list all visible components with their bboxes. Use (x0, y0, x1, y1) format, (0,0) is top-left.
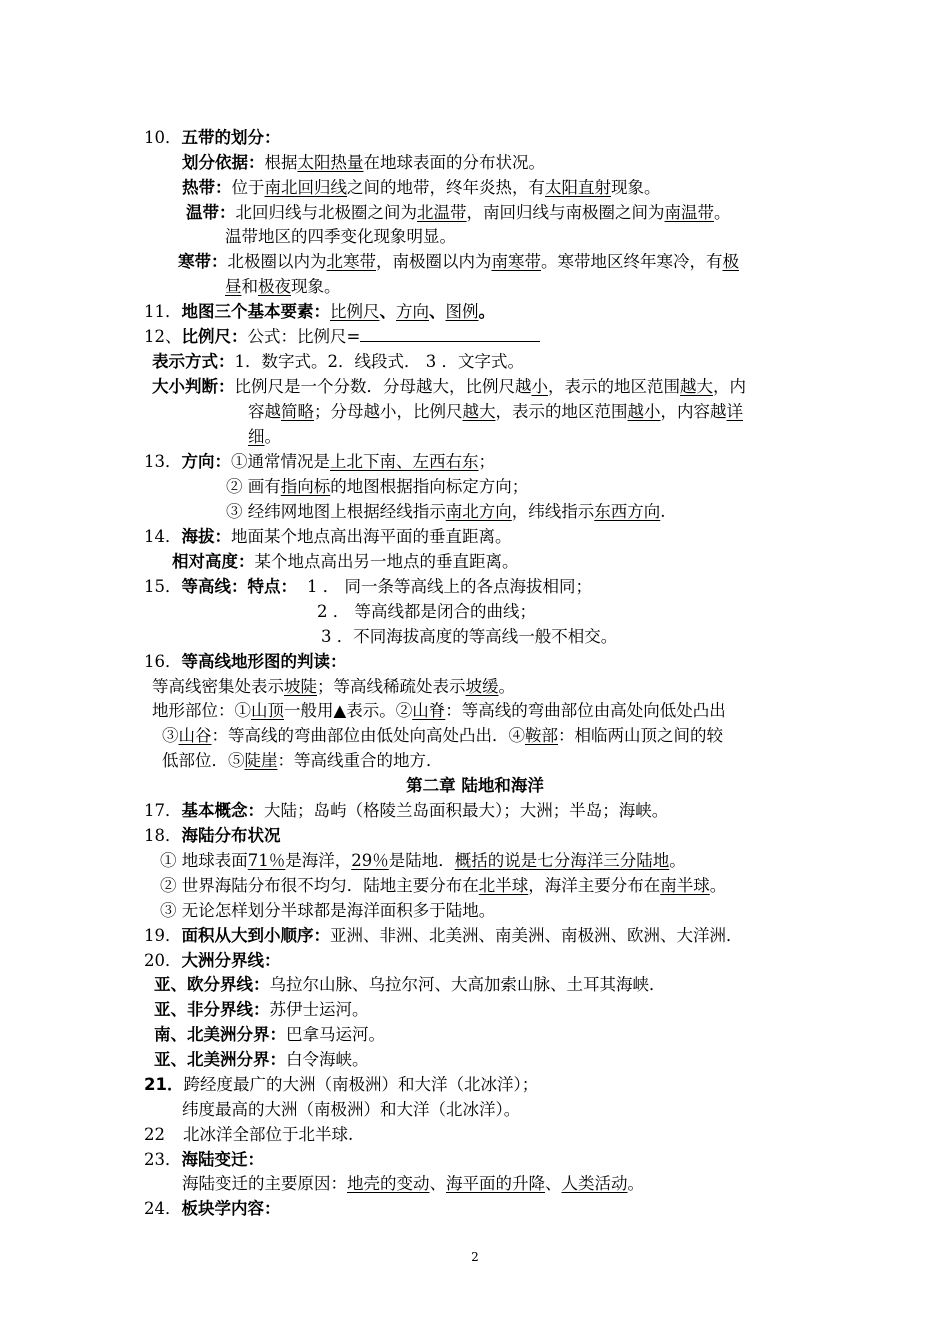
section-12-expression (152, 351, 524, 373)
text: 比例尺是一个分数．分母越大，比例尺越 (234, 377, 532, 396)
text: ；等高线稀疏处表示 (317, 677, 466, 696)
underlined-text: 山脊 (412, 701, 446, 720)
label: 寒带： (178, 252, 228, 271)
text: 。 (709, 876, 727, 895)
underlined-text: 坡缓 (465, 677, 499, 696)
section-12-size-3 (248, 426, 281, 448)
underlined-text: 北寒带 (326, 252, 376, 271)
item-title: 等高线： (181, 577, 248, 596)
label: 划分依据： (182, 153, 265, 172)
section-16-2 (152, 700, 726, 722)
text: ② 世界海陆分布很不均匀．陆地主要分布在 (160, 876, 479, 895)
section-20-a (154, 974, 666, 996)
formula-text: 比例尺= (297, 327, 361, 346)
label: 亚、北美洲分界： (154, 1050, 286, 1069)
text: ，表示的地区范围 (495, 402, 628, 421)
section-12-size-2 (248, 401, 743, 423)
text: 。 (714, 203, 731, 222)
underlined-text: 陡崖 (244, 751, 278, 770)
item-number: 22 (144, 1125, 165, 1144)
text: 位于 (231, 178, 265, 197)
underlined-text: 越小 (627, 402, 661, 421)
text: 。 (498, 677, 515, 696)
underlined-text: 越大 (462, 402, 496, 421)
underlined-text: 太阳直射 (545, 178, 611, 197)
section-10-tropic (182, 177, 661, 199)
text: 等高线密集处表示 (152, 677, 284, 696)
text: 亚洲、非洲、北美洲、南美洲、南极洲、欧洲、大洋洲． (330, 926, 743, 945)
text: 根据 (264, 153, 298, 172)
label: 大小判断： (152, 377, 235, 396)
underlined-text: 东西方向 (594, 502, 661, 521)
text: 地形部位：① (152, 701, 251, 720)
underlined-text: 坡陡 (284, 677, 317, 696)
text: 。寒带地区终年寒冷，有 (541, 252, 723, 271)
text: ； (478, 452, 495, 471)
text: 的地图根据指向标定方向； (330, 477, 529, 496)
text: 3 ．不同海拔高度的等高线一般不相交。 (321, 627, 618, 646)
item-title: 方向： (181, 452, 231, 471)
underlined-text: 29％ (351, 851, 389, 870)
text: 某个地点高出另一地点的垂直距离。 (254, 552, 519, 571)
text: . (660, 502, 666, 521)
text: 大陆；岛屿（格陵兰岛面积最大）；大洲；半岛；海峡。 (264, 801, 669, 820)
text: 地面某个地点高出海平面的垂直距离。 (231, 527, 512, 546)
section-18-1 (160, 850, 686, 872)
underlined-text: 人类活动 (561, 1174, 628, 1193)
text: 温带地区的四季变化现象明显。 (225, 227, 456, 246)
underlined-text: 极 (722, 252, 739, 271)
text: ① 地球表面 (160, 851, 248, 870)
section-13-2 (226, 476, 528, 498)
item-number: 13． (144, 452, 182, 471)
text: 、 (429, 1174, 446, 1193)
text: 一般用▲表示。② (284, 701, 413, 720)
item-number: 16． (144, 652, 182, 671)
text: 巴拿马运河。 (286, 1025, 385, 1044)
underlined-text: 极夜 (258, 277, 291, 296)
section-14-relative (172, 551, 519, 573)
text: 在地球表面的分布状况。 (363, 153, 545, 172)
text: 乌拉尔山脉、乌拉尔河、大高加索山脉、土耳其海峡． (269, 975, 666, 994)
section-10-basis (182, 152, 545, 174)
underlined-text: 北半球 (478, 876, 529, 895)
underlined-text: 南温带 (664, 203, 714, 222)
item-number: 17． (144, 801, 182, 820)
item-title: 板块学内容： (181, 1199, 281, 1218)
underlined-text: 南北回归线 (264, 178, 347, 197)
underlined-text: 概括的说是七分海洋三分陆地 (454, 851, 670, 870)
section-12 (144, 326, 540, 348)
text: ：等高线的弯曲部位由高处向低处凸出 (445, 701, 726, 720)
underlined-text: 鞍部 (525, 726, 558, 745)
underlined-text: 图例 (445, 302, 479, 321)
text: ：等高线重合的地方． (277, 751, 443, 770)
underlined-text: 71％ (247, 851, 286, 870)
section-15 (144, 576, 592, 598)
text: 北极圈以内为 (227, 252, 327, 271)
section-21-2 (182, 1099, 520, 1121)
section-10-heading (144, 127, 281, 149)
item-title: 海陆分布状况 (181, 826, 281, 845)
section-16-4 (162, 750, 443, 772)
text: 北冰洋全部位于北半球. (183, 1125, 354, 1144)
text: 现象。 (291, 277, 341, 296)
item-title: 比例尺： (181, 327, 248, 346)
text: ：等高线的弯曲部位由低处向高处凸出．④ (211, 726, 525, 745)
underlined-text: 指向标 (280, 477, 331, 496)
section-14 (144, 526, 512, 548)
text: 1 ． 同一条等高线上的各点海拔相同； (307, 577, 592, 596)
section-18-2 (160, 875, 726, 897)
item-title: 地图三个基本要素： (181, 302, 330, 321)
text: 1．数字式。2．线段式． 3 ．文字式。 (234, 352, 524, 371)
item-number: 23． (144, 1150, 182, 1169)
label: 特点： (247, 577, 297, 596)
text: 是陆地． (388, 851, 455, 870)
section-21 (144, 1074, 538, 1096)
section-13 (144, 451, 495, 473)
item-number: 12、 (144, 327, 182, 346)
section-16 (144, 651, 347, 673)
underlined-text: 细 (248, 427, 265, 446)
section-23 (144, 1149, 264, 1171)
item-number: 21． (144, 1075, 184, 1094)
section-16-3 (162, 725, 723, 747)
text: ③ (162, 726, 179, 745)
underlined-text: 南半球 (660, 876, 710, 895)
separator: 、 (429, 302, 446, 321)
section-12-size (152, 376, 746, 398)
label: 公式： (247, 327, 297, 346)
section-10-temperate-2 (225, 226, 456, 248)
text: ，南极圈以内为 (376, 252, 492, 271)
underlined-text: 地壳的变动 (347, 1174, 430, 1193)
fill-blank-line (360, 327, 540, 342)
underlined-text: 越大 (680, 377, 713, 396)
underlined-text: 海平面的升降 (446, 1174, 545, 1193)
text: 容越 (248, 402, 281, 421)
text: ，海洋主要分布在 (528, 876, 661, 895)
text: ①通常情况是 (231, 452, 330, 471)
section-10-temperate (186, 202, 731, 224)
label: 温带： (186, 203, 236, 222)
item-number: 10． (144, 128, 182, 147)
text: ，表示的地区范围 (548, 377, 680, 396)
text: ③ 无论怎样划分半球都是海洋面积多于陆地。 (160, 901, 496, 920)
underlined-text: 山谷 (178, 726, 212, 745)
item-number: 20． (144, 951, 182, 970)
section-20-c (154, 1024, 385, 1046)
underlined-text: 方向 (396, 302, 429, 321)
underlined-text: 太阳热量 (297, 153, 364, 172)
section-15-2 (317, 601, 536, 623)
section-15-3 (321, 626, 617, 648)
underlined-text: 昼 (225, 277, 242, 296)
underlined-text: 北温带 (417, 203, 467, 222)
item-title: 海陆变迁： (181, 1150, 264, 1169)
text: 和 (241, 277, 258, 296)
item-title: 五带的划分： (181, 128, 281, 147)
section-19 (144, 925, 743, 947)
section-24 (144, 1198, 281, 1220)
section-17 (144, 800, 668, 822)
item-number: 18． (144, 826, 182, 845)
section-20-b (154, 999, 369, 1021)
text: ；分母越小，比例尺 (314, 402, 463, 421)
text: ，南回归线与南极圈之间为 (466, 203, 665, 222)
text: 现象。 (611, 178, 661, 197)
text: ，纬线指示 (511, 502, 595, 521)
item-number: 14． (144, 527, 182, 546)
separator: 。 (478, 302, 495, 321)
item-title: 等高线地形图的判读： (181, 652, 347, 671)
item-number: 11． (144, 302, 182, 321)
text: 。 (627, 1174, 644, 1193)
text: 纬度最高的大洲（南极洲）和大洋（北冰洋）。 (182, 1100, 521, 1119)
item-title: 大洲分界线： (181, 951, 281, 970)
underlined-text: 详 (726, 402, 743, 421)
underlined-text: 南北方向 (445, 502, 512, 521)
text: 。 (669, 851, 686, 870)
item-title: 面积从大到小顺序： (181, 926, 330, 945)
item-number: 24． (144, 1199, 182, 1218)
text: 是海洋， (285, 851, 352, 870)
underlined-text: 小 (531, 377, 548, 396)
text: ，内容越 (660, 402, 727, 421)
text: 海陆变迁的主要原因： (182, 1174, 347, 1193)
text: 2 ． 等高线都是闭合的曲线； (317, 602, 536, 621)
text: 、 (545, 1174, 562, 1193)
chapter-heading: 第二章 陆地和海洋 (406, 776, 544, 795)
page-number: 2 (471, 1250, 479, 1264)
text: ，内 (713, 377, 746, 396)
section-13-3 (226, 501, 666, 523)
text: ② 画有 (226, 477, 281, 496)
label: 亚、欧分界线： (154, 975, 270, 994)
text: 白令海峡。 (286, 1050, 369, 1069)
item-title: 基本概念： (181, 801, 264, 820)
text: ：相临两山顶之间的较 (558, 726, 723, 745)
section-10-frigid-2 (225, 276, 341, 298)
underlined-text: 简略 (281, 402, 314, 421)
text: 跨经度最广的大洲（南极洲）和大洋（北冰洋）； (183, 1075, 539, 1094)
label: 相对高度： (172, 552, 255, 571)
separator: 、 (379, 302, 396, 321)
underlined-text: 山顶 (251, 701, 284, 720)
item-number: 15． (144, 577, 182, 596)
section-11 (144, 301, 495, 323)
section-18 (144, 825, 281, 847)
section-20-d (154, 1049, 369, 1071)
label: 亚、非分界线： (154, 1000, 270, 1019)
text: ③ 经纬网地图上根据经线指示 (226, 502, 446, 521)
section-20 (144, 950, 281, 972)
section-22 (144, 1124, 353, 1146)
item-number: 19． (144, 926, 182, 945)
text: 之间的地带，终年炎热，有 (347, 178, 545, 197)
underlined-text: 比例尺 (330, 302, 380, 321)
text: 。 (264, 427, 281, 446)
section-16-1 (152, 676, 515, 698)
section-18-3 (160, 900, 495, 922)
section-23-2 (182, 1173, 644, 1195)
text: 北回归线与北极圈之间为 (235, 203, 417, 222)
label: 南、北美洲分界： (154, 1025, 286, 1044)
underlined-text: 南寒带 (491, 252, 541, 271)
text: 苏伊士运河。 (269, 1000, 369, 1019)
section-10-frigid (178, 251, 739, 273)
item-title: 海拔： (181, 527, 231, 546)
underlined-text: 上北下南、左西右东 (330, 452, 479, 471)
text: 低部位．⑤ (162, 751, 245, 770)
label: 表示方式： (152, 352, 235, 371)
label: 热带： (182, 178, 232, 197)
